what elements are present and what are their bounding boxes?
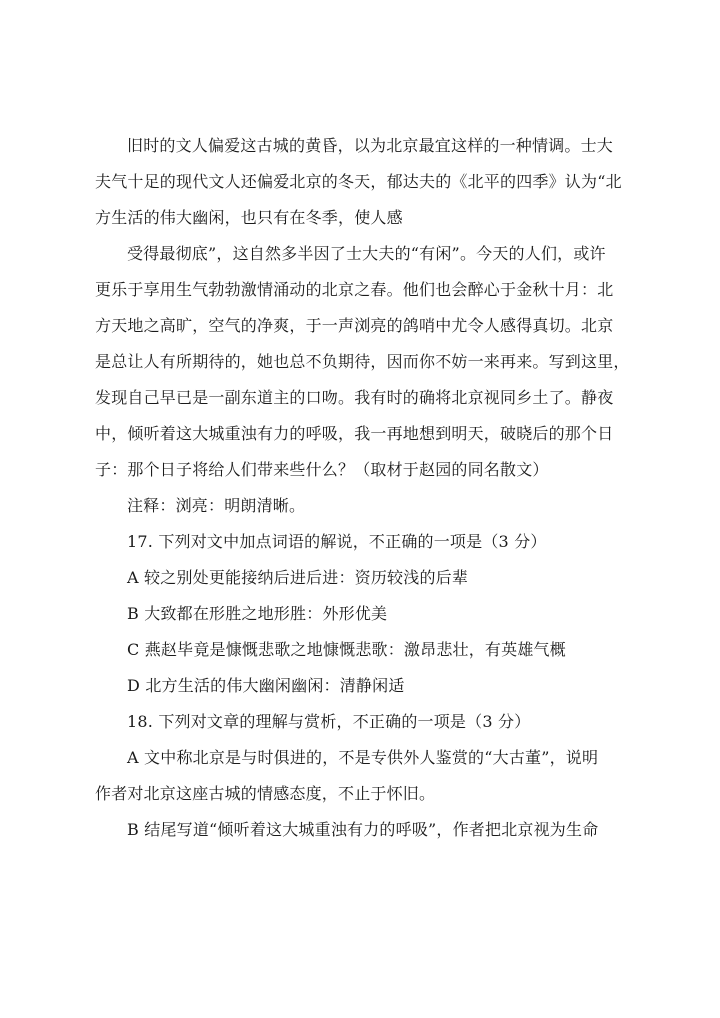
option-b: B 大致都在形胜之地形胜：外形优美 bbox=[127, 604, 388, 623]
question-17 bbox=[95, 524, 635, 704]
question-stem: 18. 下列对文章的理解与赏析，不正确的一项是（3 分） bbox=[127, 712, 531, 731]
text-line: 是总让人有所期待的，她也总不负期待，因而你不妨一来再来。写到这里， bbox=[95, 352, 630, 371]
question-stem: 17. 下列对文中加点词语的解说，不正确的一项是（3 分） bbox=[127, 532, 547, 551]
annotation-note: 注释：浏亮：明朗清晰。 bbox=[127, 496, 306, 515]
paragraph-2 bbox=[95, 236, 635, 488]
option-a-line-1: A 文中称北京是与时俱进的，不是专供外人鉴赏的“大古董”，说明 bbox=[127, 748, 599, 767]
option-c: C 燕赵毕竟是慷慨悲歌之地慷慨悲歌：激昂悲壮，有英雄气概 bbox=[127, 640, 566, 659]
option-d: D 北方生活的伟大幽闲幽闲：清静闲适 bbox=[127, 676, 405, 695]
text-line: 方生活的伟大幽闲，也只有在冬季，使人感 bbox=[95, 208, 403, 227]
option-a-line-2: 作者对北京这座古城的情感态度，不止于怀旧。 bbox=[95, 784, 436, 803]
text-line: 受得最彻底”，这自然多半因了士大夫的“有闲”。今天的人们，或许 bbox=[127, 244, 606, 263]
paragraph-1 bbox=[95, 128, 635, 236]
option-b-line-1: B 结尾写道“倾听着这大城重浊有力的呼吸”，作者把北京视为生命 bbox=[127, 820, 599, 839]
text-line: 发现自己早已是一副东道主的口吻。我有时的确将北京视同乡土了。静夜 bbox=[95, 388, 614, 407]
text-line: 方天地之高旷，空气的净爽，于一声浏亮的鸽哨中尤令人感得真切。北京 bbox=[95, 316, 614, 335]
text-line: 夫气十足的现代文人还偏爱北京的冬天，郁达夫的《北平的四季》认为“北 bbox=[95, 172, 622, 191]
option-a: A 较之别处更能接纳后进后进：资历较浅的后辈 bbox=[127, 568, 469, 587]
text-line: 中，倾听着这大城重浊有力的呼吸，我一再地想到明天，破晓后的那个日 bbox=[95, 424, 614, 443]
text-line: 子：那个日子将给人们带来些什么？（取材于赵园的同名散文） bbox=[95, 460, 549, 479]
text-line: 更乐于享用生气勃勃激情涌动的北京之春。他们也会醉心于金秋十月：北 bbox=[95, 280, 614, 299]
document-body bbox=[95, 128, 635, 848]
question-18 bbox=[95, 704, 635, 848]
text-line: 旧时的文人偏爱这古城的黄昏，以为北京最宜这样的一种情调。士大 bbox=[127, 136, 614, 155]
